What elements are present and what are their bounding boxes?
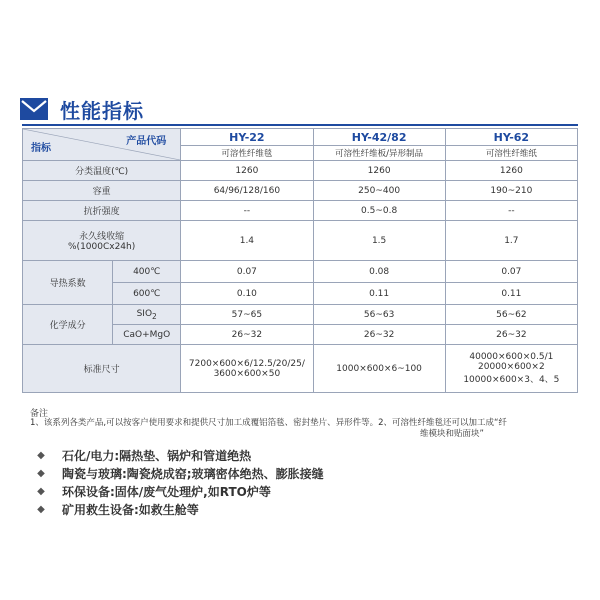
product-name: 可溶性纤维板/异形制品 bbox=[313, 146, 445, 161]
cell-value: 1.5 bbox=[313, 221, 445, 261]
product-name: 可溶性纤维纸 bbox=[445, 146, 577, 161]
sub-label bbox=[113, 305, 181, 325]
row-label: 化学成分 bbox=[23, 305, 113, 345]
diamond-bullet-icon: ◆ bbox=[37, 503, 45, 515]
list-item bbox=[32, 482, 324, 500]
model-header: HY-22 bbox=[181, 129, 313, 146]
notes-line: 维模块和贴面块” bbox=[420, 429, 484, 439]
cell-value bbox=[313, 345, 445, 393]
row-label-line: 永久线收缩 bbox=[79, 232, 125, 242]
cell-value: 26~32 bbox=[313, 325, 445, 345]
row-label-line: %(1000Cx24h) bbox=[68, 242, 136, 252]
cell-value: 57~65 bbox=[181, 305, 313, 325]
table-row bbox=[23, 201, 578, 221]
cell-value: 56~63 bbox=[313, 305, 445, 325]
row-label: 抗折强度 bbox=[23, 201, 181, 221]
cell-line: 40000×600×0.5/1 bbox=[469, 352, 554, 362]
cell-value: 0.11 bbox=[313, 283, 445, 305]
cell-value: 0.10 bbox=[181, 283, 313, 305]
notes-line: 1、该系列各类产品,可以按客户使用要求和提供尺寸加工成覆铝箔毯、密封垫片、异形件等。2、可溶性纤维毯还可以加工成“纤 bbox=[30, 418, 507, 428]
application-text: 石化/电力:隔热垫、锅炉和管道绝热 bbox=[62, 448, 252, 463]
list-item bbox=[32, 464, 324, 482]
list-item bbox=[32, 446, 324, 464]
cell-value: 0.07 bbox=[181, 261, 313, 283]
applications-list bbox=[32, 446, 324, 518]
sub-label-main: SIO bbox=[136, 308, 153, 319]
cell-value: 1260 bbox=[181, 161, 313, 181]
table-row bbox=[23, 221, 578, 261]
table-corner-cell bbox=[23, 129, 181, 161]
application-text: 矿用救生设备:如救生舱等 bbox=[62, 502, 199, 517]
page-title: 性能指标 bbox=[60, 98, 144, 123]
title-rule bbox=[22, 124, 578, 126]
diamond-bullet-icon: ◆ bbox=[37, 449, 45, 461]
cell-value: 0.5~0.8 bbox=[313, 201, 445, 221]
diamond-bullet-icon: ◆ bbox=[37, 467, 45, 479]
table-row bbox=[23, 161, 578, 181]
section-header bbox=[20, 94, 144, 124]
cell-value: 0.08 bbox=[313, 261, 445, 283]
row-label: 标准尺寸 bbox=[23, 345, 181, 393]
application-text: 陶瓷与玻璃:陶瓷烧成窑;玻璃密体绝热、膨胀接缝 bbox=[62, 466, 324, 481]
row-label: 导热系数 bbox=[23, 261, 113, 305]
cell-value: -- bbox=[181, 201, 313, 221]
model-header: HY-42/82 bbox=[313, 129, 445, 146]
sub-label: CaO+MgO bbox=[113, 325, 181, 345]
cell-value: 190~210 bbox=[445, 181, 577, 201]
row-label bbox=[23, 221, 181, 261]
row-label: 分类温度(℃) bbox=[23, 161, 181, 181]
cell-value: -- bbox=[445, 201, 577, 221]
cell-value: 1260 bbox=[313, 161, 445, 181]
cell-line: 1000×600×6~100 bbox=[336, 363, 422, 374]
model-header: HY-62 bbox=[445, 129, 577, 146]
cell-value: 250~400 bbox=[313, 181, 445, 201]
cell-line: 10000×600×3、4、5 bbox=[463, 375, 560, 385]
cell-value: 26~32 bbox=[445, 325, 577, 345]
cell-line: 7200×600×6/12.5/20/25/ bbox=[188, 358, 305, 369]
spec-table bbox=[22, 128, 578, 393]
row-label: 容重 bbox=[23, 181, 181, 201]
cell-value: 56~62 bbox=[445, 305, 577, 325]
notes-title: 备注 bbox=[30, 409, 49, 419]
table-row bbox=[23, 345, 578, 393]
cell-value: 64/96/128/160 bbox=[181, 181, 313, 201]
notes-body bbox=[30, 418, 570, 440]
sub-label: 600℃ bbox=[113, 283, 181, 305]
cell-value: 0.07 bbox=[445, 261, 577, 283]
cell-value: 0.11 bbox=[445, 283, 577, 305]
corner-product-label: 产品代码 bbox=[126, 136, 167, 147]
product-name: 可溶性纤维毯 bbox=[181, 146, 313, 161]
cell-value: 1.4 bbox=[181, 221, 313, 261]
sub-label-subscript: 2 bbox=[152, 311, 157, 321]
application-text: 环保设备:固体/废气处理炉,如RTO炉等 bbox=[62, 484, 271, 499]
cell-line: 20000×600×2 bbox=[478, 362, 545, 372]
cell-value: 1260 bbox=[445, 161, 577, 181]
corner-index-label: 指标 bbox=[31, 143, 51, 154]
cell-value bbox=[445, 345, 577, 393]
cell-value: 1.7 bbox=[445, 221, 577, 261]
list-item bbox=[32, 500, 324, 518]
cell-value bbox=[181, 345, 313, 393]
table-row bbox=[23, 181, 578, 201]
cell-line: 3600×600×50 bbox=[213, 368, 281, 379]
sub-label: 400℃ bbox=[113, 261, 181, 283]
table-row bbox=[23, 305, 578, 325]
diamond-bullet-icon: ◆ bbox=[37, 485, 45, 497]
mail-icon bbox=[20, 98, 48, 120]
cell-value: 26~32 bbox=[181, 325, 313, 345]
table-row bbox=[23, 261, 578, 283]
